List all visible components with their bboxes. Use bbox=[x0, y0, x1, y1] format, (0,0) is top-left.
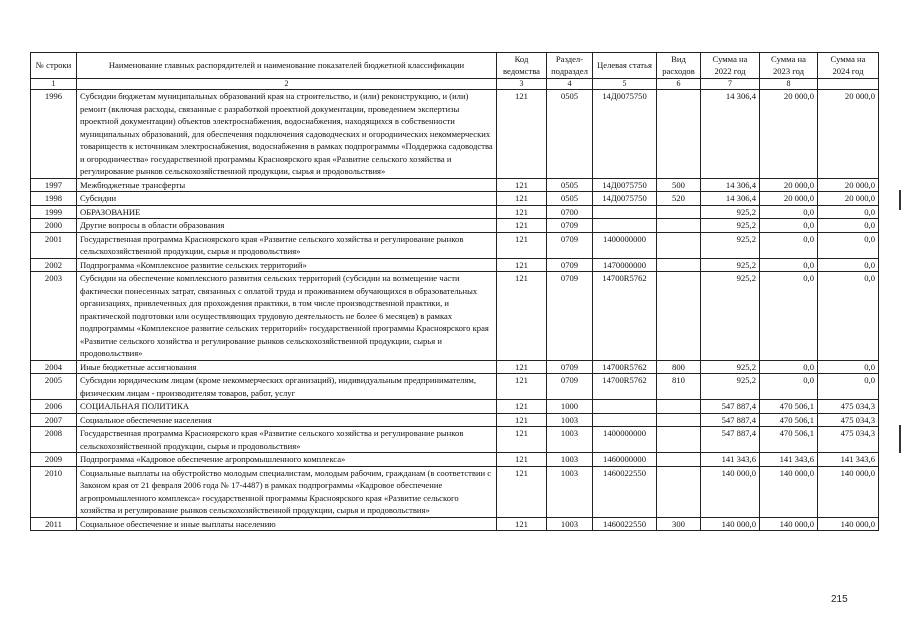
cell-row-number: 1998 bbox=[31, 192, 77, 206]
cell-sum-2022: 14 306,4 bbox=[701, 178, 760, 192]
cell-target-item: 14Д0075750 bbox=[593, 178, 657, 192]
cell-name: Субсидии на обеспечение комплексного развития сельских территорий (субсидии на возмещение части фактически понесенных затрат, связанных с оплатой труда и проживанием обучающихся в образовательных организациях, привлеченных для прохождения практики, в том числе производственной практики, и практической подготовки или осуществляющих трудовую деятельность не более 6 месяцев) в рамках подпрограммы «Комплексное развитие сельских территорий» государственной программы Красноярского края «Развитие сельского хозяйства и регулирование рынков сельскохозяйственной продукции, сырья и продовольствия» bbox=[77, 272, 497, 361]
header-sum-2022: Сумма на 2022 год bbox=[701, 53, 760, 79]
table-row bbox=[31, 517, 879, 531]
cell-row-number: 2005 bbox=[31, 374, 77, 400]
cell-row-number: 2001 bbox=[31, 232, 77, 258]
cell-sum-2024: 0,0 bbox=[818, 258, 879, 272]
cell-department-code: 121 bbox=[497, 466, 547, 517]
scan-edge-mark bbox=[899, 425, 901, 453]
table-header-row bbox=[31, 53, 879, 79]
cell-target-item bbox=[593, 413, 657, 427]
cell-name: Субсидии бюджетам муниципальных образований края на строительство, и (или) реконструкцию, и (или) ремонт (включая расходы, связанные с разработкой проектной документации, проведением экспертизы проектной документации) объектов электроснабжения, водоснабжения, находящихся в собственности муниципальных образований, для обеспечения подключения садоводческих и огороднических некоммерческих товариществ к источникам электроснабжения, водоснабжения в рамках подпрограммы «Поддержка садоводства и огородничества» государственной программы Красноярского края «Развитие сельского хозяйства и регулирование рынков сельскохозяйственной продукции, сырья и продовольствия» bbox=[77, 90, 497, 179]
column-number bbox=[818, 79, 879, 90]
cell-department-code: 121 bbox=[497, 272, 547, 361]
cell-expense-type: 300 bbox=[657, 517, 701, 531]
column-number-row bbox=[31, 79, 879, 90]
cell-expense-type bbox=[657, 453, 701, 467]
cell-sum-2022: 925,2 bbox=[701, 360, 760, 374]
cell-department-code: 121 bbox=[497, 360, 547, 374]
header-department-code: Код ведомства bbox=[497, 53, 547, 79]
cell-department-code: 121 bbox=[497, 192, 547, 206]
cell-sum-2023: 0,0 bbox=[760, 232, 818, 258]
cell-sum-2022: 925,2 bbox=[701, 272, 760, 361]
table-row bbox=[31, 90, 879, 179]
header-sum-2023: Сумма на 2023 год bbox=[760, 53, 818, 79]
header-row-number: № строки bbox=[31, 53, 77, 79]
cell-sum-2024: 20 000,0 bbox=[818, 192, 879, 206]
cell-department-code: 121 bbox=[497, 374, 547, 400]
table-row bbox=[31, 258, 879, 272]
cell-name: Иные бюджетные ассигнования bbox=[77, 360, 497, 374]
cell-target-item: 14700R5762 bbox=[593, 374, 657, 400]
cell-department-code: 121 bbox=[497, 178, 547, 192]
cell-section: 0505 bbox=[547, 178, 593, 192]
cell-sum-2024: 140 000,0 bbox=[818, 466, 879, 517]
cell-department-code: 121 bbox=[497, 219, 547, 233]
cell-name: Государственная программа Красноярского края «Развитие сельского хозяйства и регулирование рынков сельскохозяйственной продукции, сырья и продовольствия» bbox=[77, 232, 497, 258]
cell-section: 0709 bbox=[547, 360, 593, 374]
cell-sum-2023: 20 000,0 bbox=[760, 192, 818, 206]
cell-expense-type bbox=[657, 258, 701, 272]
cell-expense-type bbox=[657, 90, 701, 179]
cell-sum-2024: 0,0 bbox=[818, 232, 879, 258]
cell-row-number: 1996 bbox=[31, 90, 77, 179]
column-number: 6 bbox=[657, 79, 701, 90]
column-number: 5 bbox=[593, 79, 657, 90]
column-number: 8 bbox=[760, 79, 818, 90]
cell-target-item: 14700R5762 bbox=[593, 360, 657, 374]
cell-sum-2023: 140 000,0 bbox=[760, 466, 818, 517]
cell-name: Другие вопросы в области образования bbox=[77, 219, 497, 233]
table-row bbox=[31, 413, 879, 427]
cell-sum-2024: 0,0 bbox=[818, 374, 879, 400]
cell-sum-2023: 141 343,6 bbox=[760, 453, 818, 467]
cell-name: Подпрограмма «Кадровое обеспечение агропромышленного комплекса» bbox=[77, 453, 497, 467]
column-number: 1 bbox=[31, 79, 77, 90]
cell-sum-2023: 0,0 bbox=[760, 360, 818, 374]
cell-name: Межбюджетные трансферты bbox=[77, 178, 497, 192]
cell-department-code: 121 bbox=[497, 400, 547, 414]
cell-expense-type bbox=[657, 219, 701, 233]
cell-row-number: 2011 bbox=[31, 517, 77, 531]
cell-target-item bbox=[593, 400, 657, 414]
cell-sum-2024: 20 000,0 bbox=[818, 90, 879, 179]
cell-department-code: 121 bbox=[497, 517, 547, 531]
cell-sum-2023: 470 506,1 bbox=[760, 413, 818, 427]
cell-target-item: 14700R5762 bbox=[593, 272, 657, 361]
header-expense-type: Вид расходов bbox=[657, 53, 701, 79]
cell-sum-2024: 140 000,0 bbox=[818, 517, 879, 531]
header-section: Раздел-подраздел bbox=[547, 53, 593, 79]
cell-section: 1003 bbox=[547, 466, 593, 517]
table-row bbox=[31, 272, 879, 361]
cell-department-code: 121 bbox=[497, 413, 547, 427]
cell-expense-type: 520 bbox=[657, 192, 701, 206]
cell-sum-2022: 925,2 bbox=[701, 232, 760, 258]
cell-department-code: 121 bbox=[497, 258, 547, 272]
cell-sum-2024: 20 000,0 bbox=[818, 178, 879, 192]
column-number: 4 bbox=[547, 79, 593, 90]
cell-sum-2022: 925,2 bbox=[701, 219, 760, 233]
cell-sum-2022: 140 000,0 bbox=[701, 466, 760, 517]
table-row bbox=[31, 192, 879, 206]
header-sum-2024: Сумма на 2024 год bbox=[818, 53, 879, 79]
cell-expense-type bbox=[657, 272, 701, 361]
cell-name: СОЦИАЛЬНАЯ ПОЛИТИКА bbox=[77, 400, 497, 414]
cell-row-number: 1999 bbox=[31, 205, 77, 219]
cell-section: 1000 bbox=[547, 400, 593, 414]
cell-row-number: 2002 bbox=[31, 258, 77, 272]
column-number: 2 bbox=[77, 79, 497, 90]
table-row bbox=[31, 205, 879, 219]
cell-sum-2023: 140 000,0 bbox=[760, 517, 818, 531]
cell-name: ОБРАЗОВАНИЕ bbox=[77, 205, 497, 219]
cell-row-number: 2004 bbox=[31, 360, 77, 374]
table-row bbox=[31, 466, 879, 517]
cell-target-item: 1460022550 bbox=[593, 466, 657, 517]
cell-department-code: 121 bbox=[497, 90, 547, 179]
cell-name: Подпрограмма «Комплексное развитие сельских территорий» bbox=[77, 258, 497, 272]
cell-section: 1003 bbox=[547, 427, 593, 453]
cell-row-number: 1997 bbox=[31, 178, 77, 192]
cell-name: Государственная программа Красноярского края «Развитие сельского хозяйства и регулирование рынков сельскохозяйственной продукции, сырья и продовольствия» bbox=[77, 427, 497, 453]
cell-target-item: 1400000000 bbox=[593, 232, 657, 258]
page-number: 215 bbox=[831, 594, 848, 605]
cell-name: Социальное обеспечение населения bbox=[77, 413, 497, 427]
cell-expense-type: 500 bbox=[657, 178, 701, 192]
cell-sum-2022: 547 887,4 bbox=[701, 413, 760, 427]
cell-section: 0709 bbox=[547, 374, 593, 400]
cell-expense-type: 810 bbox=[657, 374, 701, 400]
cell-section: 1003 bbox=[547, 413, 593, 427]
cell-name: Социальное обеспечение и иные выплаты населению bbox=[77, 517, 497, 531]
cell-name: Субсидии bbox=[77, 192, 497, 206]
cell-section: 0700 bbox=[547, 205, 593, 219]
table-row bbox=[31, 374, 879, 400]
cell-target-item: 14Д0075750 bbox=[593, 90, 657, 179]
cell-section: 1003 bbox=[547, 517, 593, 531]
cell-row-number: 2003 bbox=[31, 272, 77, 361]
cell-sum-2024: 0,0 bbox=[818, 219, 879, 233]
cell-sum-2022: 14 306,4 bbox=[701, 192, 760, 206]
cell-department-code: 121 bbox=[497, 427, 547, 453]
table-row bbox=[31, 360, 879, 374]
cell-section: 0709 bbox=[547, 258, 593, 272]
cell-section: 0505 bbox=[547, 90, 593, 179]
cell-sum-2022: 547 887,4 bbox=[701, 427, 760, 453]
cell-sum-2023: 20 000,0 bbox=[760, 90, 818, 179]
scan-edge-mark bbox=[899, 190, 901, 210]
cell-expense-type bbox=[657, 232, 701, 258]
cell-expense-type bbox=[657, 205, 701, 219]
cell-row-number: 2010 bbox=[31, 466, 77, 517]
cell-expense-type bbox=[657, 400, 701, 414]
cell-sum-2023: 0,0 bbox=[760, 272, 818, 361]
cell-sum-2023: 0,0 bbox=[760, 374, 818, 400]
cell-name: Социальные выплаты на обустройство молодым специалистам, молодым рабочим, гражданам (в соответствии с Законом края от 21 февраля 2006 года № 17-4487) в рамках подпрограммы «Кадровое обеспечение агропромышленного комплекса» государственной программы Красноярского края «Развитие сельского хозяйства и регулирование рынков сельскохозяйственной продукции, сырья и продовольствия» bbox=[77, 466, 497, 517]
cell-target-item: 1470000000 bbox=[593, 258, 657, 272]
budget-table bbox=[30, 52, 879, 531]
cell-row-number: 2008 bbox=[31, 427, 77, 453]
cell-sum-2023: 0,0 bbox=[760, 219, 818, 233]
header-target-item: Целевая статья bbox=[593, 53, 657, 79]
cell-department-code: 121 bbox=[497, 232, 547, 258]
cell-sum-2022: 14 306,4 bbox=[701, 90, 760, 179]
cell-sum-2023: 470 506,1 bbox=[760, 427, 818, 453]
table-row bbox=[31, 178, 879, 192]
cell-target-item: 1400000000 bbox=[593, 427, 657, 453]
table-row bbox=[31, 427, 879, 453]
cell-target-item: 14Д0075750 bbox=[593, 192, 657, 206]
cell-sum-2022: 547 887,4 bbox=[701, 400, 760, 414]
table-row bbox=[31, 219, 879, 233]
cell-department-code: 121 bbox=[497, 205, 547, 219]
cell-section: 1003 bbox=[547, 453, 593, 467]
cell-sum-2024: 141 343,6 bbox=[818, 453, 879, 467]
cell-row-number: 2009 bbox=[31, 453, 77, 467]
cell-sum-2023: 470 506,1 bbox=[760, 400, 818, 414]
cell-expense-type: 800 bbox=[657, 360, 701, 374]
cell-section: 0505 bbox=[547, 192, 593, 206]
cell-target-item bbox=[593, 205, 657, 219]
cell-sum-2023: 0,0 bbox=[760, 205, 818, 219]
cell-row-number: 2007 bbox=[31, 413, 77, 427]
cell-row-number: 2006 bbox=[31, 400, 77, 414]
cell-sum-2023: 0,0 bbox=[760, 258, 818, 272]
cell-target-item: 1460000000 bbox=[593, 453, 657, 467]
cell-sum-2022: 925,2 bbox=[701, 374, 760, 400]
column-number: 3 bbox=[497, 79, 547, 90]
table-row bbox=[31, 232, 879, 258]
cell-sum-2023: 20 000,0 bbox=[760, 178, 818, 192]
cell-section: 0709 bbox=[547, 272, 593, 361]
cell-target-item: 1460022550 bbox=[593, 517, 657, 531]
cell-row-number: 2000 bbox=[31, 219, 77, 233]
cell-sum-2024: 475 034,3 bbox=[818, 427, 879, 453]
cell-sum-2024: 0,0 bbox=[818, 205, 879, 219]
cell-sum-2022: 141 343,6 bbox=[701, 453, 760, 467]
header-name: Наименование главных распорядителей и наименование показателей бюджетной классификации bbox=[77, 53, 497, 79]
table-row bbox=[31, 400, 879, 414]
cell-sum-2024: 475 034,3 bbox=[818, 400, 879, 414]
cell-name: Субсидии юридическим лицам (кроме некоммерческих организаций), индивидуальным предпринимателям, физическим лицам - производителям товаров, работ, услуг bbox=[77, 374, 497, 400]
cell-section: 0709 bbox=[547, 232, 593, 258]
cell-sum-2022: 925,2 bbox=[701, 205, 760, 219]
table-row bbox=[31, 453, 879, 467]
cell-section: 0709 bbox=[547, 219, 593, 233]
cell-sum-2024: 475 034,3 bbox=[818, 413, 879, 427]
cell-department-code: 121 bbox=[497, 453, 547, 467]
cell-sum-2022: 925,2 bbox=[701, 258, 760, 272]
cell-sum-2024: 0,0 bbox=[818, 360, 879, 374]
column-number: 7 bbox=[701, 79, 760, 90]
cell-expense-type bbox=[657, 427, 701, 453]
cell-expense-type bbox=[657, 466, 701, 517]
cell-sum-2024: 0,0 bbox=[818, 272, 879, 361]
cell-expense-type bbox=[657, 413, 701, 427]
cell-sum-2022: 140 000,0 bbox=[701, 517, 760, 531]
cell-target-item bbox=[593, 219, 657, 233]
